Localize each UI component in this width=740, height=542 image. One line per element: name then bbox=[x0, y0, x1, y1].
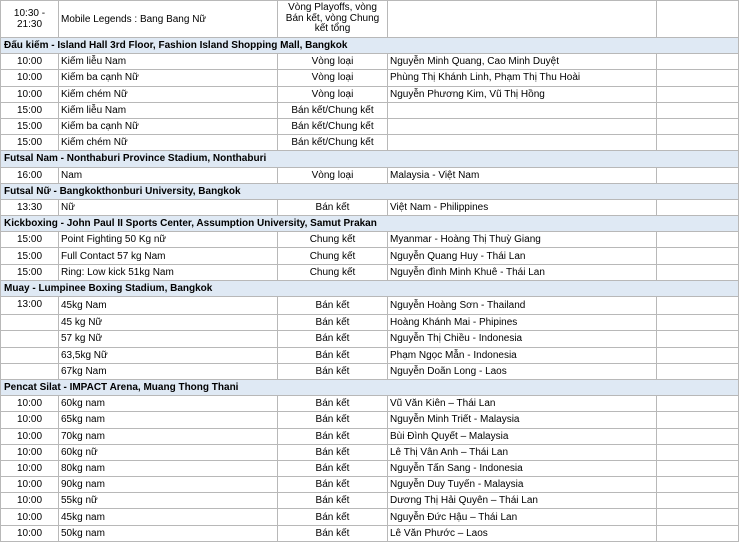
extra-cell bbox=[657, 167, 739, 183]
event-cell: 60kg nam bbox=[59, 396, 278, 412]
extra-cell bbox=[657, 70, 739, 86]
extra-cell bbox=[657, 315, 739, 331]
extra-cell bbox=[657, 525, 739, 541]
section-title: Futsal Nữ - Bangkokthonburi University, Bangkok bbox=[1, 183, 739, 199]
athletes-cell: Nguyễn Quang Huy - Thái Lan bbox=[388, 248, 657, 264]
round-cell: Bán kết bbox=[278, 396, 388, 412]
schedule-row bbox=[1, 232, 739, 248]
time-cell bbox=[1, 363, 59, 379]
round-cell: Bán kết bbox=[278, 331, 388, 347]
athletes-cell bbox=[388, 135, 657, 151]
schedule-row bbox=[1, 118, 739, 134]
event-cell: 55kg nữ bbox=[59, 493, 278, 509]
round-cell: Bán kết bbox=[278, 525, 388, 541]
event-cell: Nữ bbox=[59, 199, 278, 215]
round-cell: Bán kết/Chung kết bbox=[278, 118, 388, 134]
extra-cell bbox=[657, 1, 739, 38]
event-cell: Mobile Legends : Bang Bang Nữ bbox=[59, 1, 278, 38]
athletes-cell: Nguyễn Minh Triết - Malaysia bbox=[388, 412, 657, 428]
time-cell: 10:00 bbox=[1, 460, 59, 476]
athletes-cell: Hoàng Khánh Mai - Phipines bbox=[388, 315, 657, 331]
athletes-cell: Nguyễn Thị Chiều - Indonesia bbox=[388, 331, 657, 347]
section-header-row bbox=[1, 216, 739, 232]
round-cell: Bán kết bbox=[278, 460, 388, 476]
athletes-cell: Lê Văn Phước – Laos bbox=[388, 525, 657, 541]
athletes-cell: Nguyễn Đức Hậu – Thái Lan bbox=[388, 509, 657, 525]
time-cell: 15:00 bbox=[1, 248, 59, 264]
event-cell: Kiếm liễu Nam bbox=[59, 102, 278, 118]
time-cell: 15:00 bbox=[1, 135, 59, 151]
extra-cell bbox=[657, 412, 739, 428]
schedule-row bbox=[1, 477, 739, 493]
section-title: Pencat Silat - IMPACT Arena, Muang Thong Thani bbox=[1, 379, 739, 395]
extra-cell bbox=[657, 54, 739, 70]
athletes-cell bbox=[388, 102, 657, 118]
event-cell: Kiếm ba cạnh Nữ bbox=[59, 118, 278, 134]
section-title: Muay - Lumpinee Boxing Stadium, Bangkok bbox=[1, 280, 739, 296]
schedule-row bbox=[1, 444, 739, 460]
schedule-row bbox=[1, 264, 739, 280]
event-cell: 50kg nam bbox=[59, 525, 278, 541]
athletes-cell: Nguyễn đình Minh Khuê - Thái Lan bbox=[388, 264, 657, 280]
section-header-row bbox=[1, 183, 739, 199]
extra-cell bbox=[657, 135, 739, 151]
section-header-row bbox=[1, 379, 739, 395]
time-cell: 10:30 - 21:30 bbox=[1, 1, 59, 38]
schedule-row bbox=[1, 54, 739, 70]
schedule-row bbox=[1, 347, 739, 363]
athletes-cell: Bùi Đình Quyết – Malaysia bbox=[388, 428, 657, 444]
athletes-cell: Lê Thị Vân Anh – Thái Lan bbox=[388, 444, 657, 460]
schedule-row bbox=[1, 102, 739, 118]
schedule-row bbox=[1, 509, 739, 525]
section-title: Futsal Nam - Nonthaburi Province Stadium, Nonthaburi bbox=[1, 151, 739, 167]
round-cell: Chung kết bbox=[278, 264, 388, 280]
schedule-row bbox=[1, 248, 739, 264]
time-cell: 10:00 bbox=[1, 493, 59, 509]
time-cell: 10:00 bbox=[1, 428, 59, 444]
time-cell: 10:00 bbox=[1, 396, 59, 412]
round-cell: Vòng loại bbox=[278, 70, 388, 86]
round-cell: Vòng loại bbox=[278, 86, 388, 102]
schedule-row bbox=[1, 199, 739, 215]
round-cell: Vòng loại bbox=[278, 167, 388, 183]
section-header-row bbox=[1, 280, 739, 296]
time-cell bbox=[1, 347, 59, 363]
round-cell: Bán kết bbox=[278, 315, 388, 331]
extra-cell bbox=[657, 477, 739, 493]
event-cell: Kiếm liễu Nam bbox=[59, 54, 278, 70]
athletes-cell: Malaysia - Việt Nam bbox=[388, 167, 657, 183]
event-cell: 45kg Nam bbox=[59, 297, 278, 315]
extra-cell bbox=[657, 509, 739, 525]
extra-cell bbox=[657, 248, 739, 264]
section-title: Kickboxing - John Paul II Sports Center, Assumption University, Samut Prakan bbox=[1, 216, 739, 232]
time-cell: 16:00 bbox=[1, 167, 59, 183]
schedule-row bbox=[1, 331, 739, 347]
time-cell bbox=[1, 331, 59, 347]
event-cell: 65kg nam bbox=[59, 412, 278, 428]
schedule-row bbox=[1, 1, 739, 38]
athletes-cell: Nguyễn Minh Quang, Cao Minh Duyệt bbox=[388, 54, 657, 70]
athletes-cell: Phạm Ngọc Mẫn - Indonesia bbox=[388, 347, 657, 363]
extra-cell bbox=[657, 396, 739, 412]
round-cell: Vòng loại bbox=[278, 54, 388, 70]
section-title: Đấu kiếm - Island Hall 3rd Floor, Fashion Island Shopping Mall, Bangkok bbox=[1, 38, 739, 54]
round-cell: Bán kết bbox=[278, 493, 388, 509]
round-cell: Bán kết bbox=[278, 347, 388, 363]
schedule-row bbox=[1, 297, 739, 315]
extra-cell bbox=[657, 428, 739, 444]
time-cell: 15:00 bbox=[1, 232, 59, 248]
time-cell: 10:00 bbox=[1, 86, 59, 102]
extra-cell bbox=[657, 363, 739, 379]
time-cell: 10:00 bbox=[1, 54, 59, 70]
extra-cell bbox=[657, 118, 739, 134]
schedule-row bbox=[1, 428, 739, 444]
schedule-row bbox=[1, 86, 739, 102]
round-cell: Bán kết bbox=[278, 477, 388, 493]
event-cell: 45kg nam bbox=[59, 509, 278, 525]
event-cell: 45 kg Nữ bbox=[59, 315, 278, 331]
athletes-cell: Dương Thị Hải Quyên – Thái Lan bbox=[388, 493, 657, 509]
time-cell: 15:00 bbox=[1, 102, 59, 118]
schedule-row bbox=[1, 315, 739, 331]
schedule-row bbox=[1, 460, 739, 476]
time-cell: 10:00 bbox=[1, 509, 59, 525]
extra-cell bbox=[657, 493, 739, 509]
athletes-cell: Nguyễn Doãn Long - Laos bbox=[388, 363, 657, 379]
round-cell: Bán kết bbox=[278, 363, 388, 379]
extra-cell bbox=[657, 199, 739, 215]
time-cell bbox=[1, 315, 59, 331]
time-cell: 10:00 bbox=[1, 525, 59, 541]
section-header-row bbox=[1, 38, 739, 54]
round-cell: Bán kết/Chung kết bbox=[278, 135, 388, 151]
round-cell: Chung kết bbox=[278, 248, 388, 264]
schedule-row bbox=[1, 135, 739, 151]
event-cell: Point Fighting 50 Kg nữ bbox=[59, 232, 278, 248]
event-cell: Kiếm ba cạnh Nữ bbox=[59, 70, 278, 86]
time-cell: 13:00 bbox=[1, 297, 59, 315]
time-cell: 10:00 bbox=[1, 444, 59, 460]
extra-cell bbox=[657, 264, 739, 280]
section-header-row bbox=[1, 151, 739, 167]
schedule-row bbox=[1, 493, 739, 509]
extra-cell bbox=[657, 102, 739, 118]
time-cell: 13:30 bbox=[1, 199, 59, 215]
athletes-cell: Myanmar - Hoàng Thị Thuỳ Giang bbox=[388, 232, 657, 248]
round-cell: Bán kết bbox=[278, 428, 388, 444]
round-cell: Bán kết bbox=[278, 297, 388, 315]
extra-cell bbox=[657, 444, 739, 460]
schedule-row bbox=[1, 396, 739, 412]
round-cell: Vòng Playoffs, vòng Bán kết, vòng Chung kết tổng bbox=[278, 1, 388, 38]
athletes-cell: Nguyễn Hoàng Sơn - Thailand bbox=[388, 297, 657, 315]
event-cell: 60kg nữ bbox=[59, 444, 278, 460]
schedule-row bbox=[1, 167, 739, 183]
athletes-cell: Nguyễn Tấn Sang - Indonesia bbox=[388, 460, 657, 476]
time-cell: 15:00 bbox=[1, 118, 59, 134]
extra-cell bbox=[657, 347, 739, 363]
round-cell: Bán kết/Chung kết bbox=[278, 102, 388, 118]
round-cell: Bán kết bbox=[278, 509, 388, 525]
athletes-cell: Nguyễn Duy Tuyến - Malaysia bbox=[388, 477, 657, 493]
event-cell: 57 kg Nữ bbox=[59, 331, 278, 347]
schedule-row bbox=[1, 70, 739, 86]
round-cell: Bán kết bbox=[278, 412, 388, 428]
schedule-body bbox=[1, 1, 739, 542]
extra-cell bbox=[657, 331, 739, 347]
athletes-cell bbox=[388, 118, 657, 134]
extra-cell bbox=[657, 232, 739, 248]
time-cell: 15:00 bbox=[1, 264, 59, 280]
athletes-cell: Vũ Văn Kiên – Thái Lan bbox=[388, 396, 657, 412]
schedule-row bbox=[1, 525, 739, 541]
event-cell: 70kg nam bbox=[59, 428, 278, 444]
round-cell: Bán kết bbox=[278, 444, 388, 460]
athletes-cell: Phùng Thị Khánh Linh, Phạm Thị Thu Hoài bbox=[388, 70, 657, 86]
event-cell: Full Contact 57 kg Nam bbox=[59, 248, 278, 264]
event-cell: Kiếm chém Nữ bbox=[59, 86, 278, 102]
event-cell: 67kg Nam bbox=[59, 363, 278, 379]
event-cell: 63,5kg Nữ bbox=[59, 347, 278, 363]
time-cell: 10:00 bbox=[1, 70, 59, 86]
athletes-cell: Nguyễn Phương Kim, Vũ Thị Hồng bbox=[388, 86, 657, 102]
athletes-cell bbox=[388, 1, 657, 38]
time-cell: 10:00 bbox=[1, 412, 59, 428]
time-cell: 10:00 bbox=[1, 477, 59, 493]
event-cell: Ring: Low kick 51kg Nam bbox=[59, 264, 278, 280]
event-cell: Nam bbox=[59, 167, 278, 183]
round-cell: Chung kết bbox=[278, 232, 388, 248]
event-cell: Kiếm chém Nữ bbox=[59, 135, 278, 151]
event-cell: 80kg nam bbox=[59, 460, 278, 476]
extra-cell bbox=[657, 460, 739, 476]
round-cell: Bán kết bbox=[278, 199, 388, 215]
extra-cell bbox=[657, 297, 739, 315]
schedule-row bbox=[1, 412, 739, 428]
extra-cell bbox=[657, 86, 739, 102]
event-cell: 90kg nam bbox=[59, 477, 278, 493]
schedule-row bbox=[1, 363, 739, 379]
athletes-cell: Việt Nam - Philippines bbox=[388, 199, 657, 215]
